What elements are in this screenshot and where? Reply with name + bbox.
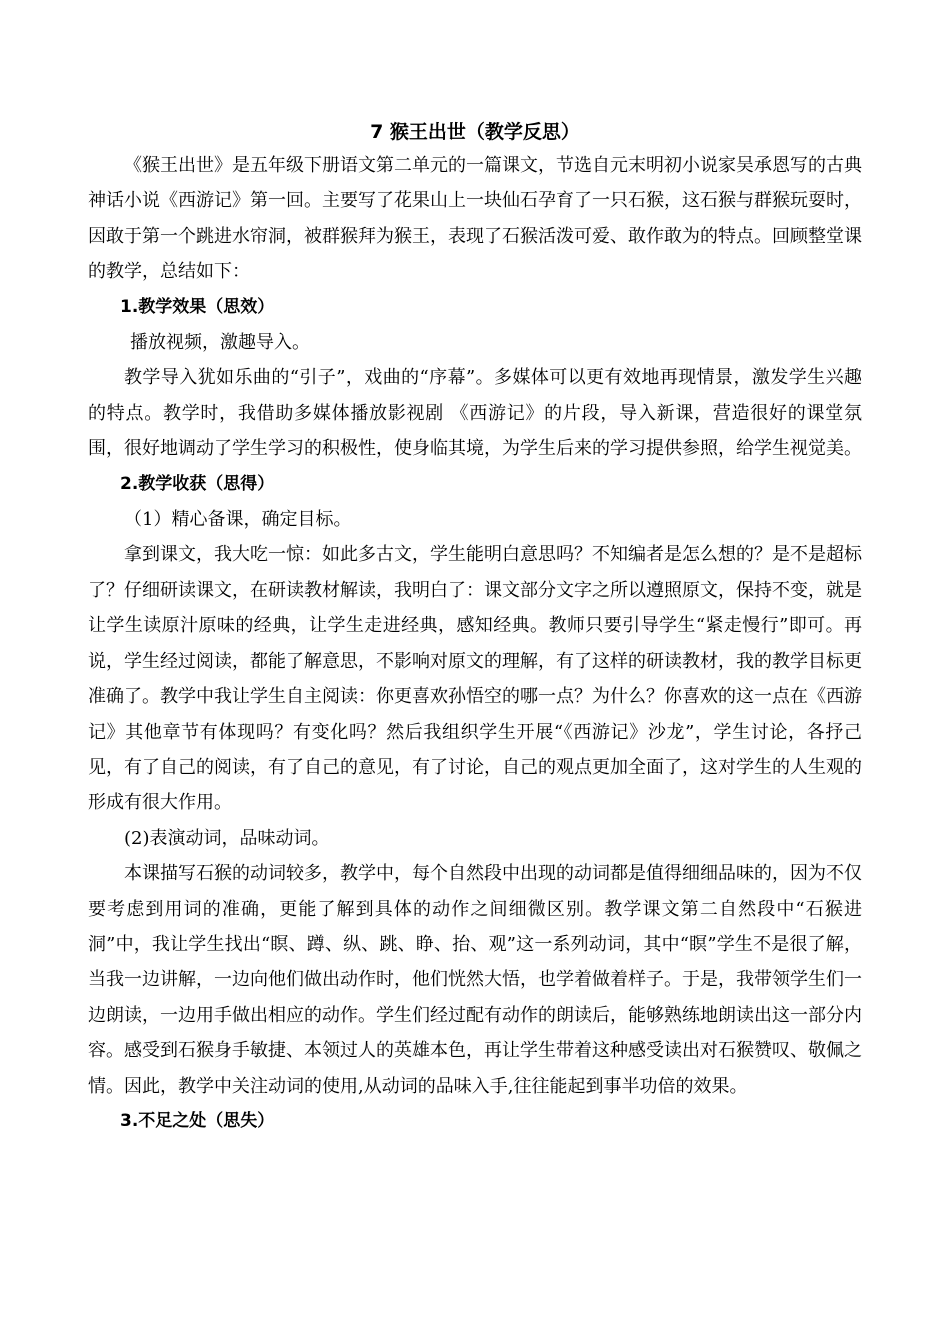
section-1-heading: 1.教学效果（思效）: [120, 296, 275, 317]
document-body: [88, 148, 862, 1139]
section-2-point-1-text: 拿到课文，我大吃一惊：如此多古文，学生能明白意思吗？不知编者是怎么想的？是不是超标了？仔细研读课文，在研读教材解读，我明白了：课文部分文字之所以遵照原文，保持不变，就是让学生读原汁原味的经典，让学生走进经典，感知经典。教师只要引导学生“紧走慢行”即可。再说，学生经过阅读，都能了解意思，不影响对原文的理解，有了这样的研读教材，我的教学目标更准确了。教学中我让学生自主阅读：你更喜欢孙悟空的哪一点？为什么？你喜欢的这一点在《西游记》其他章节有体现吗？有变化吗？然后我组织学生开展“《西游记》沙龙”，学生讨论，各抒己见，有了自己的阅读，有了自己的意见，有了讨论，自己的观点更加全面了，这对学生的人生观的形成有很大作用。: [88, 544, 862, 814]
section-2-heading: 2.教学收获（思得）: [120, 473, 275, 494]
intro-paragraph: 《猴王出世》是五年级下册语文第二单元的一篇课文，节选自元末明初小说家吴承恩写的古典神话小说《西游记》第一回。主要写了花果山上一块仙石孕育了一只石猴，这石猴与群猴玩耍时，因敢于第一个跳进水帘洞，被群猴拜为猴王，表现了石猴活泼可爱、敢作敢为的特点。回顾整堂课的教学，总结如下：: [88, 155, 862, 283]
section-1-subheading: 播放视频，激趣导入。: [130, 332, 310, 354]
section-2-point-2-title: (2)表演动词，品味动词。: [124, 827, 330, 849]
section-1-paragraph: 教学导入犹如乐曲的“引子”，戏曲的“序幕”。多媒体可以更有效地再现情景，激发学生兴趣的特点。教学时，我借助多媒体播放影视剧 《西游记》的片段，导入新课，营造很好的课堂氛围，很好地调动了学生学习的积极性，使身临其境，为学生后来的学习提供参照，给学生视觉美。: [88, 367, 862, 460]
section-3-heading: 3.不足之处（思失）: [120, 1110, 275, 1131]
section-2-point-2-text: 本课描写石猴的动词较多，教学中，每个自然段中出现的动词都是值得细细品味的，因为不仅要考虑到用词的准确，更能了解到具体的动作之间细微区别。教学课文第二自然段中“石猴进洞”中，我让学生找出“瞑、蹲、纵、跳、睁、抬、观”这一系列动词，其中“瞑”学生不是很了解，当我一边讲解，一边向他们做出动作时，他们恍然大悟，也学着做着样子。于是，我带领学生们一边朗读，一边用手做出相应的动作。学生们经过配有动作的朗读后，能够熟练地朗读出这一部分内容。感受到石猴身手敏捷、本领过人的英雄本色，再让学生带着这种感受读出对石猴赞叹、敬佩之情。因此，教学中关注动词的使用,从动词的品味入手,往往能起到事半功倍的效果。: [88, 863, 862, 1097]
document-title: 7 猴王出世（教学反思）: [370, 121, 580, 143]
section-2-point-1-title: （1）精心备课，确定目标。: [124, 509, 352, 531]
